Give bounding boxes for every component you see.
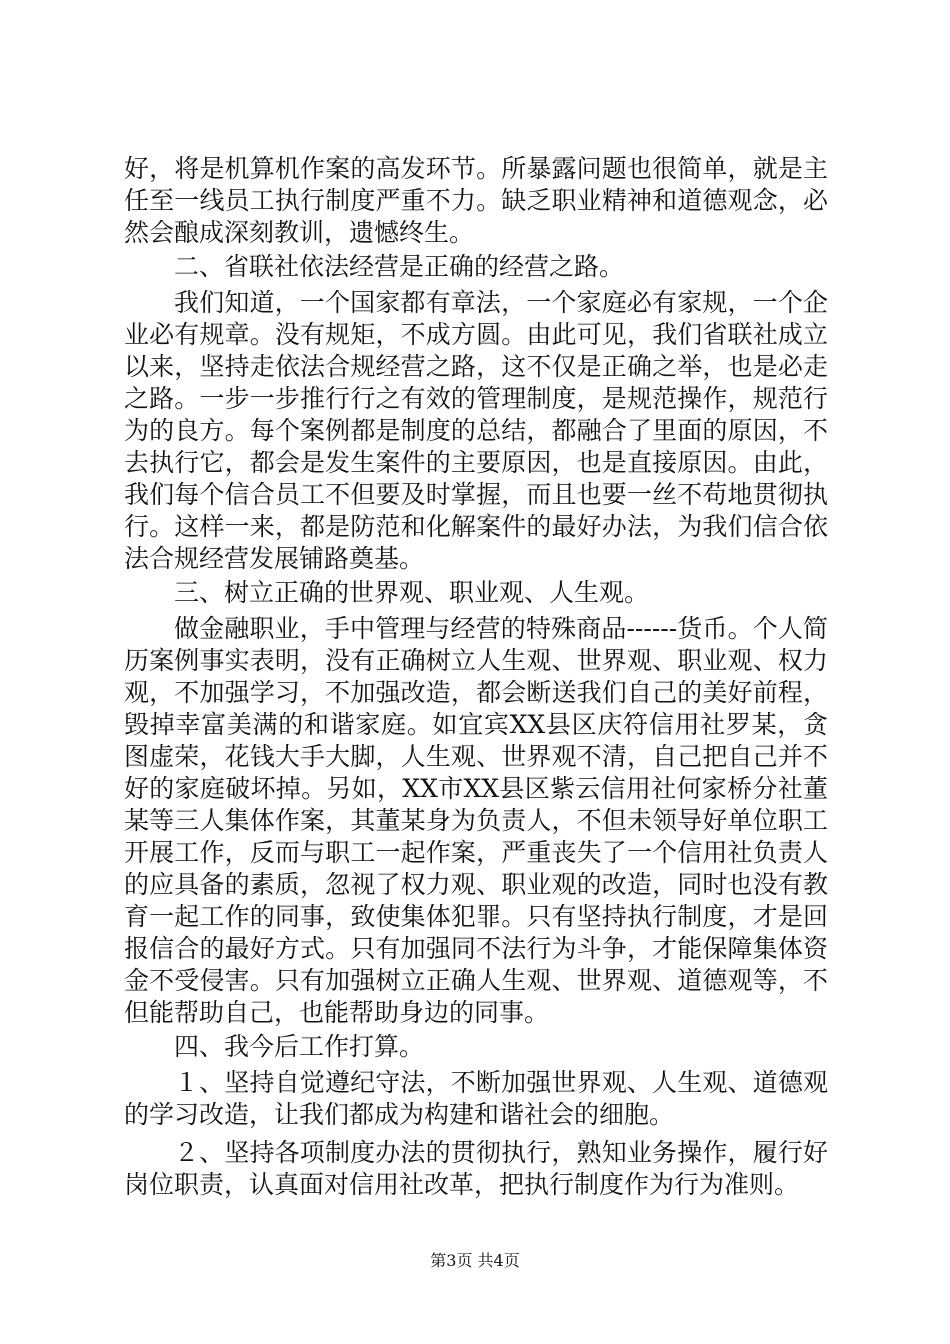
document-body — [124, 153, 828, 1207]
paragraph-continuation: 好，将是机算机作案的高发环节。所暴露问题也很简单，就是主任至一线员工执行制度严重不力。缺乏职业精神和道德观念，必然会酿成深刻教训，遗憾终生。 — [124, 154, 828, 247]
section-heading-three: 三、树立正确的世界观、职业观、人生观。 — [174, 578, 650, 607]
list-item-one: １、坚持自觉遵纪守法，不断加强世界观、人生观、道德观的学习改造，让我们都成为构建和谐社会的细胞。 — [124, 1068, 828, 1129]
list-item-two: ２、坚持各项制度办法的贯彻执行，熟知业务操作，履行好岗位职责，认真面对信用社改革，把执行制度作为行为准则。 — [124, 1138, 828, 1199]
page-number-footer: 第3页 共4页 — [430, 1251, 520, 1270]
section-heading-four: 四、我今后工作打算。 — [174, 1032, 425, 1061]
section-heading-two: 二、省联社依法经营是正确的经营之路。 — [174, 252, 625, 281]
paragraph-section-three: 做金融职业，手中管理与经营的特殊商品------货币。个人简历案例事实表明，没有正确树立人生观、世界观、职业观、权力观，不加强学习，不加强改造，都会断送我们自己的美好前程，毁掉幸富美满的和谐家庭。如宜宾XX县区庆符信用社罗某，贪图虚荣，花钱大手大脚，人生观、世界观不清，自己把自己并不好的家庭破坏掉。另如，XX市XX县区紫云信用社何家桥分社董某等三人集体作案，其董某身为负责人，不但未领导好单位职工开展工作，反而与职工一起作案，严重丧失了一个信用社负责人的应具备的素质，忽视了权力观、职业观的改造，同时也没有教育一起工作的同事，致使集体犯罪。只有坚持执行制度，才是回报信合的最好方式。只有加强同不法行为斗争，才能保障集体资金不受侵害。只有加强树立正确人生观、世界观、道德观等，不但能帮助自己，也能帮助身边的同事。 — [124, 614, 828, 1027]
paragraph-section-two: 我们知道，一个国家都有章法，一个家庭必有家规，一个企业必有规章。没有规矩，不成方圆。由此可见，我们省联社成立以来，坚持走依法合规经营之路，这不仅是正确之举，也是必走之路。一步一步推行行之有效的管理制度，是规范操作，规范行为的良方。每个案例都是制度的总结，都融合了里面的原因，不去执行它，都会是发生案件的主要原因，也是直接原因。由此，我们每个信合员工不但要及时掌握，而且也要一丝不苟地贯彻执行。这样一来，都是防范和化解案件的最好办法，为我们信合依法合规经营发展铺路奠基。 — [124, 288, 828, 573]
